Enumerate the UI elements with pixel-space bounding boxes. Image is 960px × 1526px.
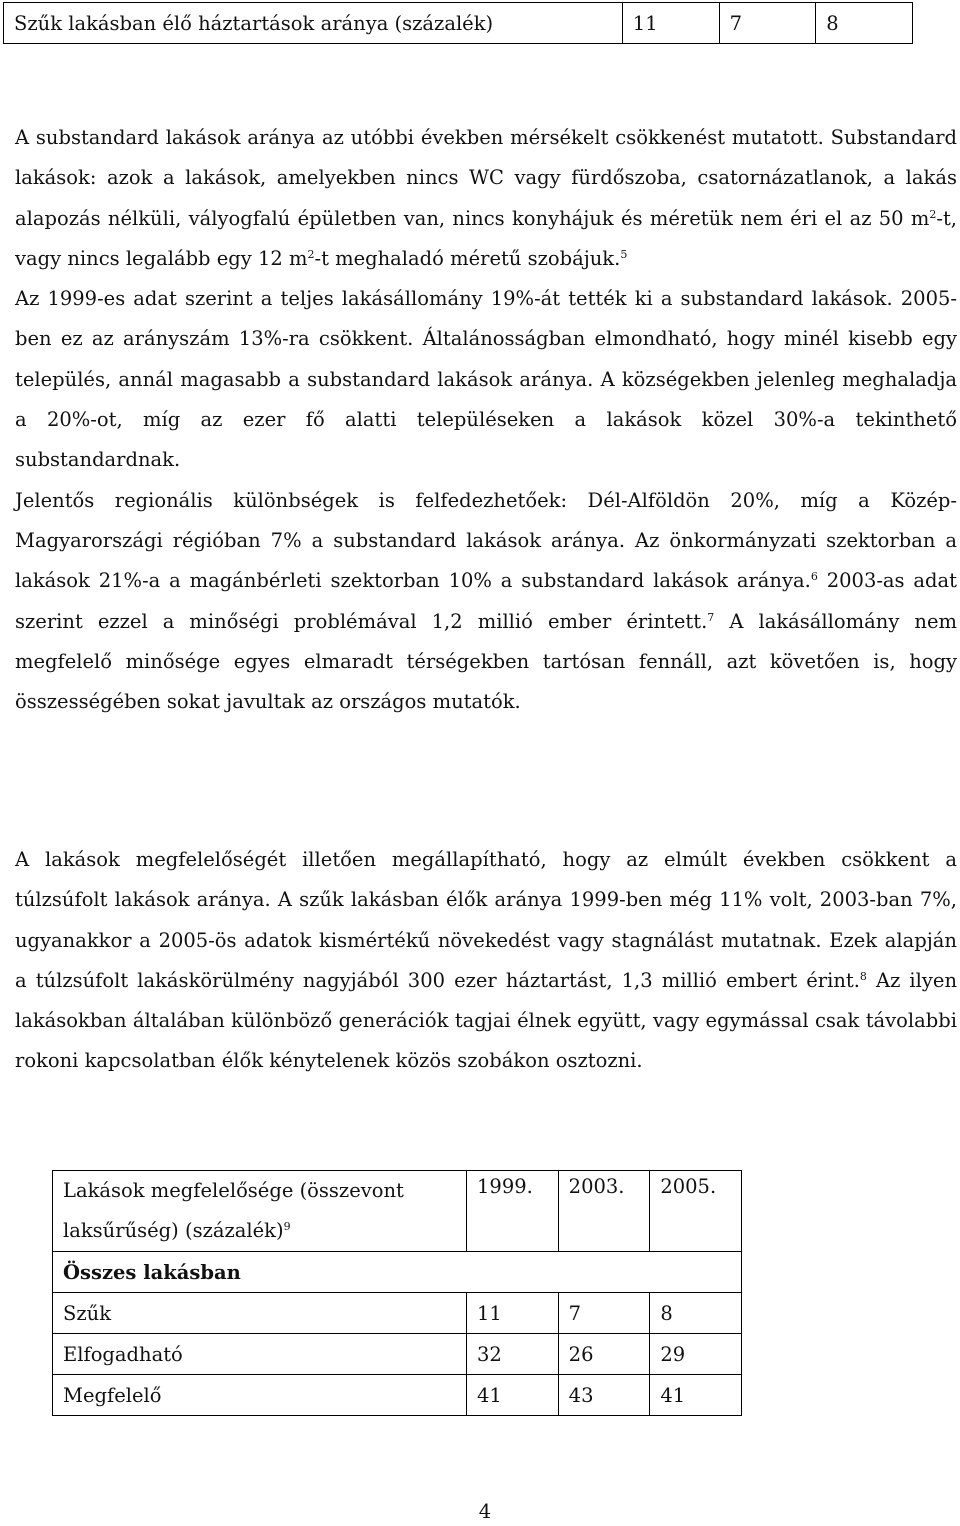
section-row — [53, 1252, 742, 1293]
cell-value: 41 — [650, 1375, 742, 1416]
table-row — [53, 1375, 742, 1416]
superscript: 2 — [929, 207, 937, 221]
paragraph-substandard — [15, 118, 957, 722]
superscript: 2 — [307, 247, 315, 261]
paragraph-overcrowding — [15, 840, 957, 1082]
header-label-text: Lakások megfelelősége (összevont laksűrűség) (százalék) — [63, 1179, 404, 1242]
cell-value: 29 — [650, 1334, 742, 1375]
footnote-ref[interactable]: 7 — [707, 610, 715, 624]
text-run: Az 1999-es adat szerint a teljes lakásállomány 19%-át tették ki a substandard lakások. 2005-ben ez az arányszám 13%-ra csökkent. Általánosságban elmondható, hogy minél kisebb egy település, annál magasabb a substandard lakások aránya. A községekben jelenleg meghaladja a 20%-ot, míg az ezer fő alatti településeken a lakások közel 30%-a tekinthető substandardnak. — [15, 287, 957, 472]
table-row — [53, 1334, 742, 1375]
cell-value: 11 — [467, 1293, 559, 1334]
page-number: 4 — [478, 1500, 492, 1523]
value-2005: 8 — [816, 3, 913, 44]
text-run: -t, vagy nincs legalább egy 12 m — [15, 206, 957, 270]
footnote-ref[interactable]: 6 — [810, 570, 818, 584]
footnote-ref[interactable]: 5 — [620, 247, 628, 261]
cell-value: 26 — [558, 1334, 650, 1375]
year-header-1999: 1999. — [467, 1171, 559, 1252]
footnote-ref[interactable]: 9 — [283, 1220, 291, 1233]
top-summary-table — [3, 2, 913, 44]
text-run: Jelentős regionális különbségek is felfedezhetőek: Dél-Alföldön 20%, míg a Közép-Magyarországi régióban 7% a substandard lakások aránya. Az önkormányzati szektorban a lakások 21%-a a magánbérleti szektorban 10% a substandard lakások aránya. — [15, 488, 957, 593]
text-run: 2003-as adat szerint ezzel a minőségi problémával 1,2 millió ember érintett. — [15, 569, 958, 633]
cell-value: 43 — [558, 1375, 650, 1416]
row-label: Elfogadható — [53, 1334, 467, 1375]
cell-value: 41 — [467, 1375, 559, 1416]
cell-value: 8 — [650, 1293, 742, 1334]
value-1999: 11 — [622, 3, 719, 44]
table-row — [53, 1293, 742, 1334]
year-header-2003: 2003. — [558, 1171, 650, 1252]
year-header-2005: 2005. — [650, 1171, 742, 1252]
table-header-row — [53, 1171, 742, 1252]
table-row — [4, 3, 913, 44]
housing-adequacy-table — [52, 1170, 742, 1416]
header-label — [53, 1171, 467, 1252]
text-run: -t meghaladó méretű szobájuk. — [314, 246, 621, 270]
footnote-ref[interactable]: 8 — [859, 969, 867, 983]
text-run: A lakások megfelelőségét illetően megállapítható, hogy az elmúlt években csökkent a túlzsúfolt lakások aránya. A szűk lakásban élők aránya 1999-ben még 11% volt, 2003-ban 7%, ugyanakkor a 2005-ös adatok kismértékű növekedést vagy stagnálást mutatnak. Ezek alapján a túlzsúfolt lakáskörülmény nagyjából 300 ezer háztartást, 1,3 millió embert érint. — [15, 848, 957, 992]
row-label: Szűk lakásban élő háztartások aránya (százalék) — [4, 3, 623, 44]
cell-value: 7 — [558, 1293, 650, 1334]
text-run: A substandard lakások aránya az utóbbi években mérsékelt csökkenést mutatott. Substandard lakások: azok a lakások, amelyekben nincs WC vagy fürdőszoba, csatornázatlanok, a lakás alapozás nélküli, vályogfalú épületben van, nincs konyhájuk és méretük nem éri el az 50 m — [15, 126, 957, 230]
cell-value: 32 — [467, 1334, 559, 1375]
row-label: Megfelelő — [53, 1375, 467, 1416]
value-2003: 7 — [719, 3, 816, 44]
text-run: A lakásállomány nem megfelelő minősége egyes elmaradt térségekben tartósan fennáll, azt követően is, hogy összességében sokat javultak az országos mutatók. — [15, 609, 957, 714]
row-label: Szűk — [53, 1293, 467, 1334]
text-run: Az ilyen lakásokban általában különböző generációk tagjai élnek együtt, vagy egymással csak távolabbi rokoni kapcsolatban élők kénytelenek közös szobákon osztozni. — [15, 968, 958, 1073]
section-label: Összes lakásban — [53, 1252, 742, 1293]
